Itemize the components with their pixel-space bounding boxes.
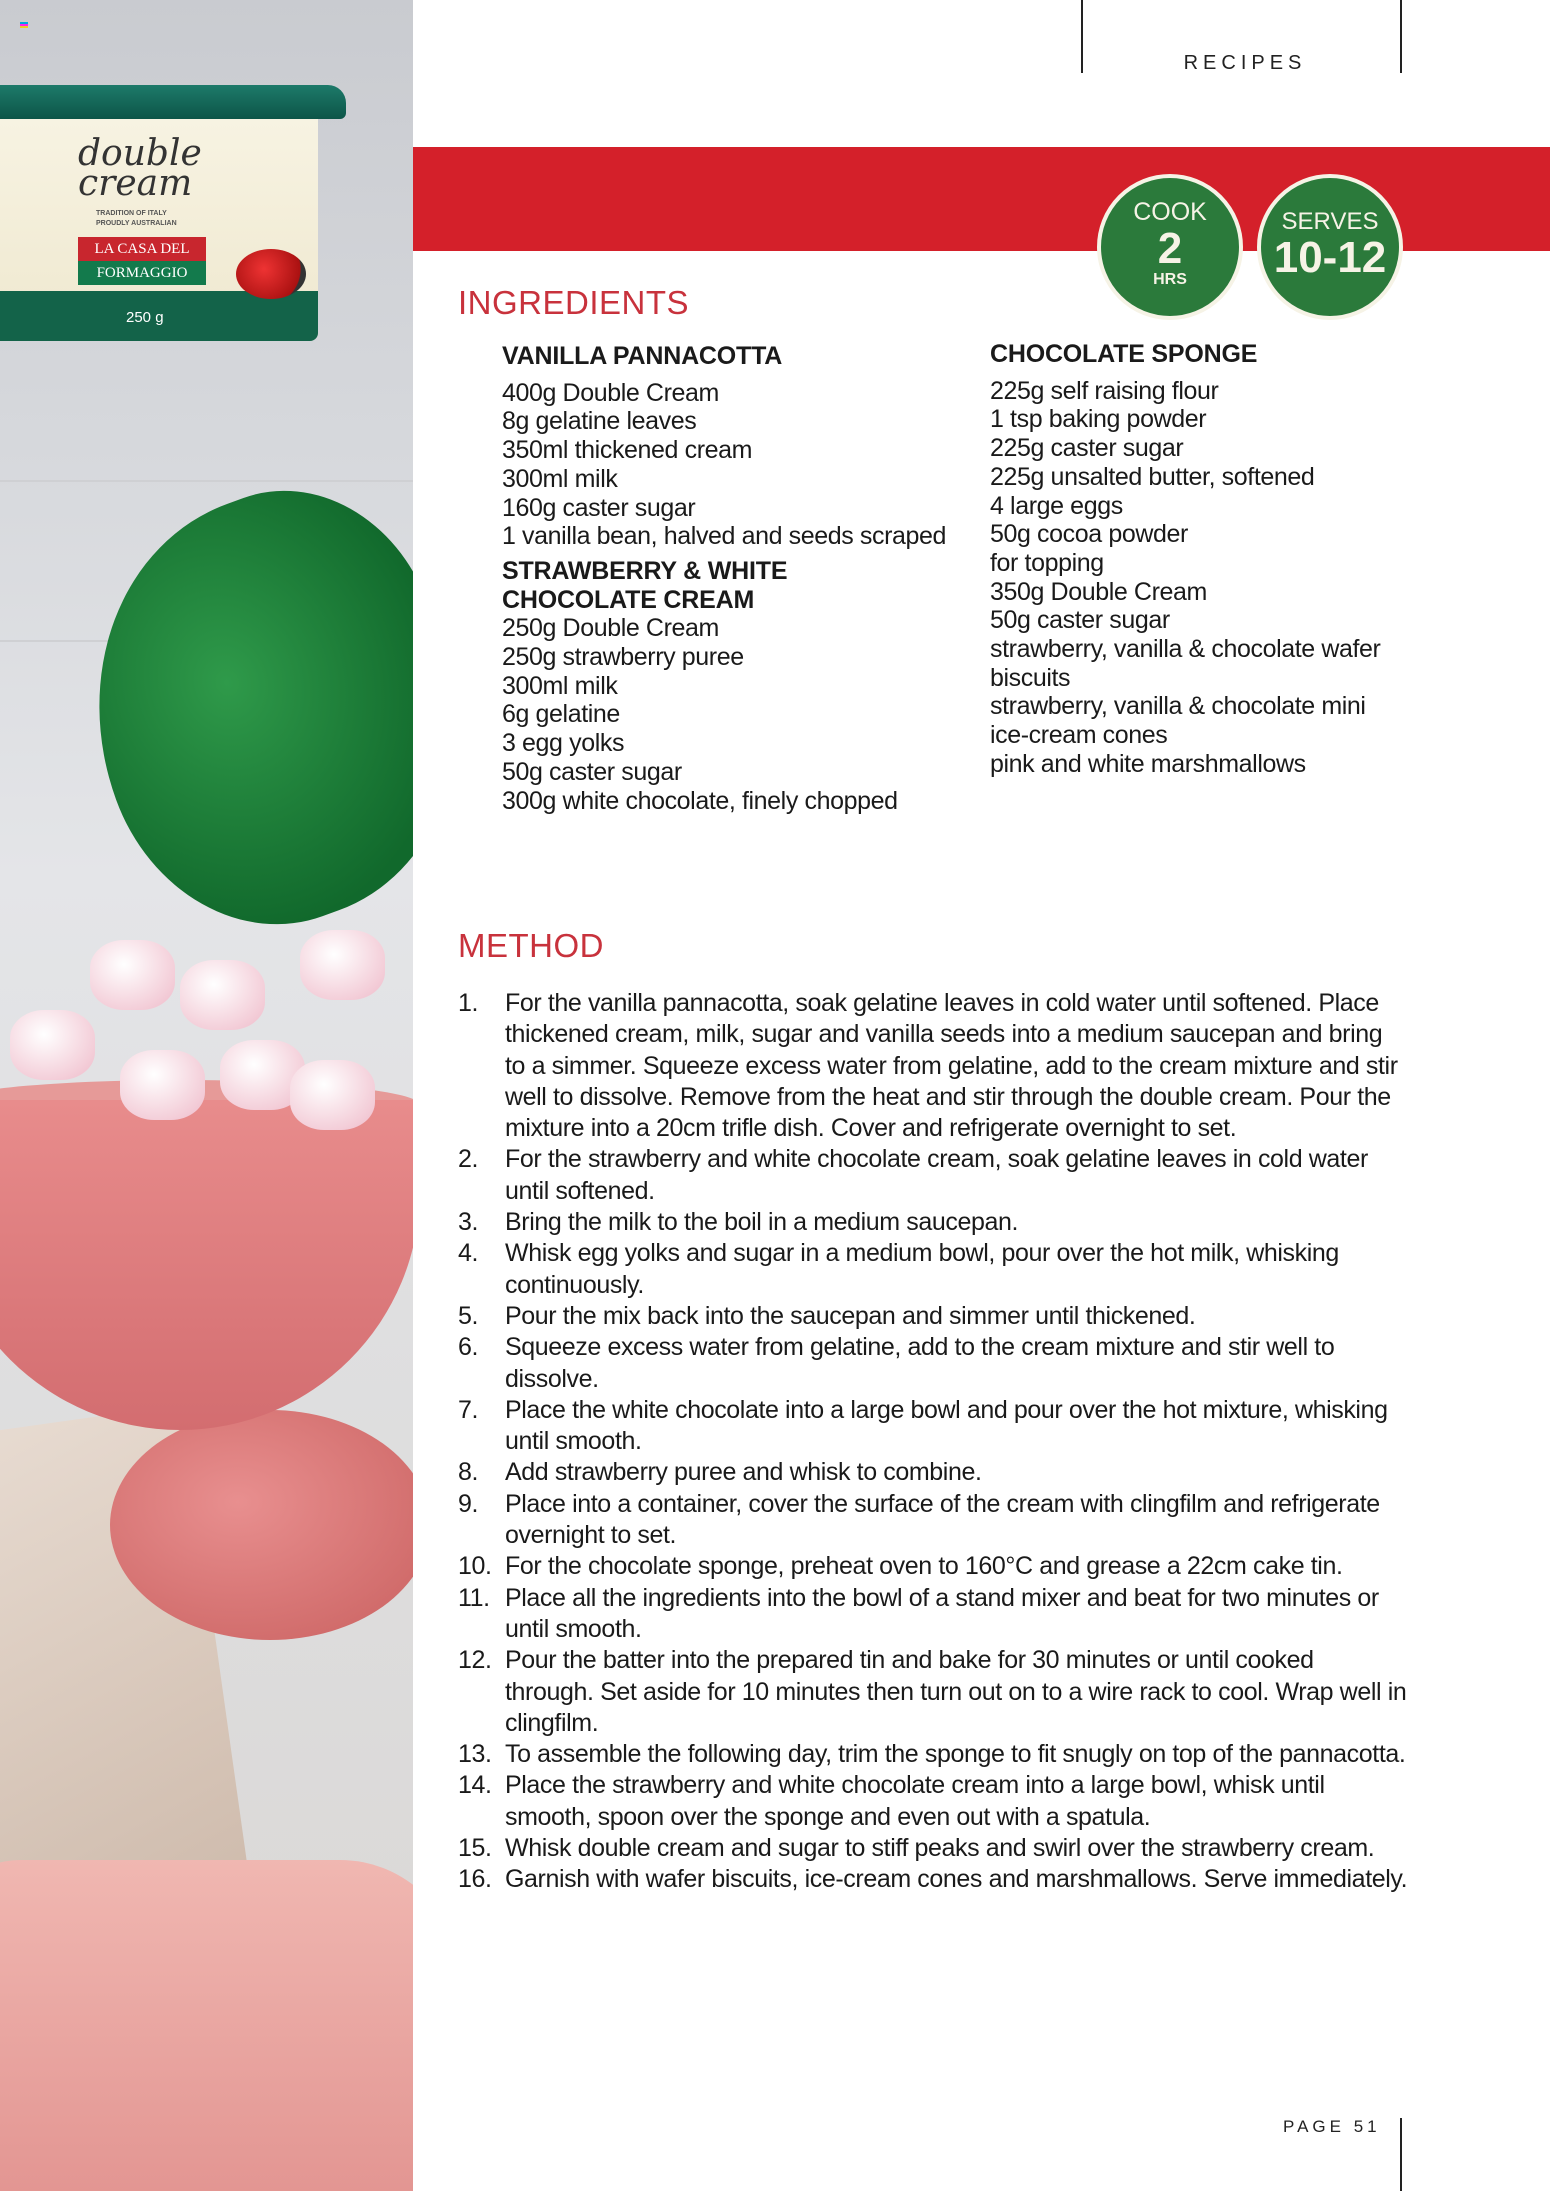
- ingredients-left-column: [502, 342, 962, 815]
- ingredient-item: 50g cocoa powder: [990, 520, 1188, 549]
- ingredient-item: 50g caster sugar: [502, 757, 682, 786]
- ingredient-item: 8g gelatine leaves: [502, 407, 697, 436]
- ingredient-item: 350ml thickened cream: [502, 436, 753, 465]
- ingredient-item: 300g white chocolate, finely chopped: [502, 786, 898, 815]
- leaf-image: [34, 451, 413, 969]
- step-number: 9.: [458, 1489, 479, 1518]
- method-step: [458, 1864, 1408, 1895]
- method-step: [458, 988, 1408, 1144]
- ingredient-item: 250g Double Cream: [502, 614, 719, 643]
- serves-badge: [1257, 174, 1403, 320]
- step-number: 1.: [458, 989, 479, 1017]
- tagline-1: TRADITION OF ITALY: [96, 210, 167, 217]
- method-step: [458, 1489, 1408, 1552]
- ingredient-item: 50g caster sugar: [990, 606, 1170, 635]
- brand-line-1: LA CASA DEL: [78, 237, 206, 261]
- ingredient-list: [990, 377, 1410, 779]
- ingredient-item: 250g strawberry puree: [502, 643, 744, 672]
- bowl-stand: [110, 1410, 413, 1640]
- ingredient-item: 4 large eggs: [990, 491, 1123, 520]
- marshmallow: [120, 1050, 205, 1120]
- step-text: Garnish with wafer biscuits, ice-cream cones and marshmallows. Serve immediately.: [505, 1865, 1408, 1894]
- ingredient-item: 225g unsalted butter, softened: [990, 462, 1315, 491]
- method-step: [458, 1238, 1408, 1301]
- step-text: To assemble the following day, trim the sponge to fit snugly on top of the pannacotta.: [505, 1740, 1406, 1769]
- step-number: 15.: [458, 1834, 492, 1863]
- group-title: VANILLA PANNACOTTA: [502, 342, 783, 370]
- method-step: [458, 1457, 1408, 1488]
- product-name-1: double: [78, 133, 202, 174]
- step-number: 3.: [458, 1208, 479, 1237]
- ingredient-item: 225g caster sugar: [990, 434, 1184, 463]
- step-number: 12.: [458, 1646, 492, 1675]
- step-text: Place the white chocolate into a large bowl and pour over the hot mixture, whisking until smooth.: [505, 1395, 1388, 1456]
- step-text: Pour the batter into the prepared tin and bake for 30 minutes or until cooked through. Set aside for 10 minutes then turn out on to a wire rack to cool. Wrap well in clingfilm.: [505, 1646, 1407, 1737]
- cook-label: COOK: [1133, 198, 1207, 226]
- ingredient-item: 3 egg yolks: [502, 729, 625, 758]
- product-name-2: cream: [78, 163, 193, 204]
- step-text: Add strawberry puree and whisk to combine.: [505, 1458, 982, 1487]
- method-step: [458, 1207, 1408, 1238]
- marshmallow: [180, 960, 265, 1030]
- step-number: 7.: [458, 1395, 479, 1424]
- group-title: STRAWBERRY & WHITE CHOCOLATE CREAM: [502, 556, 788, 614]
- cook-value: 2: [1157, 224, 1183, 273]
- method-step: [458, 1739, 1408, 1770]
- cook-unit: HRS: [1153, 271, 1187, 288]
- step-number: 2.: [458, 1145, 479, 1174]
- brand-line-2: FORMAGGIO: [78, 261, 206, 285]
- ingredient-item: 1 tsp baking powder: [990, 405, 1207, 434]
- tagline-2: PROUDLY AUSTRALIAN: [96, 220, 177, 227]
- step-text: Whisk double cream and sugar to stiff peaks and swirl over the strawberry cream.: [505, 1834, 1375, 1863]
- step-number: 6.: [458, 1333, 479, 1362]
- ingredient-item: 160g caster sugar: [502, 493, 696, 522]
- marshmallow: [300, 930, 385, 1000]
- method-step: [458, 1583, 1408, 1646]
- method-step: [458, 1332, 1408, 1395]
- step-text: Place into a container, cover the surface of the cream with clingfilm and refrigerate overnight to set.: [505, 1489, 1380, 1550]
- ingredients-heading: INGREDIENTS: [458, 284, 690, 321]
- step-text: Place all the ingredients into the bowl of a stand mixer and beat for two minutes or until smooth.: [505, 1583, 1379, 1643]
- step-text: Squeeze excess water from gelatine, add to the cream mixture and stir well to dissolve.: [505, 1333, 1335, 1393]
- ingredient-item: strawberry, vanilla & chocolate mini ice-cream cones: [990, 692, 1366, 750]
- wall-panel-line: [0, 480, 413, 482]
- method-step: [458, 1144, 1408, 1207]
- color-swatch-mark: [20, 22, 28, 28]
- method-step: [458, 1395, 1408, 1458]
- ingredient-item: 6g gelatine: [502, 700, 620, 729]
- tub-lid: [0, 85, 346, 119]
- footer-divider: [1400, 2118, 1402, 2191]
- ingredient-item: 350g Double Cream: [990, 577, 1207, 606]
- step-number: 11.: [458, 1583, 490, 1612]
- ingredient-list: [502, 614, 962, 815]
- ingredients-right-column: [990, 340, 1410, 779]
- step-text: Pour the mix back into the saucepan and simmer until thickened.: [505, 1301, 1196, 1330]
- method-step: [458, 1551, 1408, 1582]
- marshmallow: [290, 1060, 375, 1130]
- cook-time-badge: [1097, 174, 1243, 320]
- step-number: 4.: [458, 1239, 479, 1268]
- method-step: [458, 1833, 1408, 1864]
- pink-cloth: [0, 1860, 413, 2191]
- step-number: 16.: [458, 1865, 492, 1894]
- tub-label: [0, 119, 318, 341]
- strawberry-dish: [236, 249, 306, 299]
- serves-value: 10-12: [1273, 233, 1387, 282]
- page-number: PAGE 51: [1283, 2117, 1381, 2136]
- method-heading: METHOD: [458, 927, 604, 964]
- marshmallow: [90, 940, 175, 1010]
- section-label: RECIPES: [1183, 52, 1307, 74]
- serves-label: SERVES: [1281, 208, 1379, 235]
- step-text: Bring the milk to the boil in a medium saucepan.: [505, 1208, 1019, 1237]
- ingredient-item: 225g self raising flour: [990, 376, 1219, 405]
- step-number: 13.: [458, 1740, 492, 1769]
- product-name: [78, 133, 202, 204]
- step-text: For the chocolate sponge, preheat oven to 160°C and grease a 22cm cake tin.: [505, 1552, 1343, 1581]
- step-text: For the vanilla pannacotta, soak gelatine leaves in cold water until softened. Place thickened cream, milk, sugar and vanilla seeds into a medium saucepan and bring to a simmer. Squeeze excess water from gelatine, add to the cream mixture and stir well to dissolve. Remove from the heat and stir through the double cream. Pour the mixture into a 20cm trifle dish. Cover and refrigerate overnight to set.: [505, 989, 1398, 1143]
- header-divider-left: [1081, 0, 1083, 73]
- ingredient-item: 300ml milk: [502, 464, 618, 493]
- step-number: 10.: [458, 1552, 492, 1581]
- product-tagline: [96, 209, 177, 229]
- step-number: 8.: [458, 1458, 479, 1487]
- ingredient-item: strawberry, vanilla & chocolate wafer biscuits: [990, 635, 1381, 692]
- step-text: For the strawberry and white chocolate cream, soak gelatine leaves in cold water until softened.: [505, 1145, 1368, 1205]
- step-number: 14.: [458, 1771, 492, 1800]
- ingredient-item: 1 vanilla bean, halved and seeds scraped: [502, 522, 947, 551]
- group-title: CHOCOLATE SPONGE: [990, 340, 1258, 368]
- method-step: [458, 1770, 1408, 1833]
- product-weight: 250 g: [126, 309, 164, 326]
- pink-bowl: [0, 1100, 413, 1430]
- step-text: Place the strawberry and white chocolate cream into a large bowl, whisk until smooth, spoon over the sponge and even out with a spatula.: [505, 1771, 1325, 1831]
- ingredient-item: for topping: [990, 548, 1104, 577]
- method-step: [458, 1645, 1408, 1739]
- double-cream-tub: [0, 85, 340, 343]
- ingredient-item: pink and white marshmallows: [990, 749, 1306, 778]
- marshmallow: [10, 1010, 95, 1080]
- step-number: 5.: [458, 1301, 479, 1330]
- method-step: [458, 1301, 1408, 1332]
- method-steps: [458, 988, 1408, 1896]
- ingredient-item: 400g Double Cream: [502, 378, 719, 407]
- ingredient-list: [502, 379, 962, 551]
- step-text: Whisk egg yolks and sugar in a medium bowl, pour over the hot milk, whisking continuously.: [505, 1239, 1339, 1299]
- ingredient-item: 300ml milk: [502, 671, 618, 700]
- header-divider-right: [1400, 0, 1402, 73]
